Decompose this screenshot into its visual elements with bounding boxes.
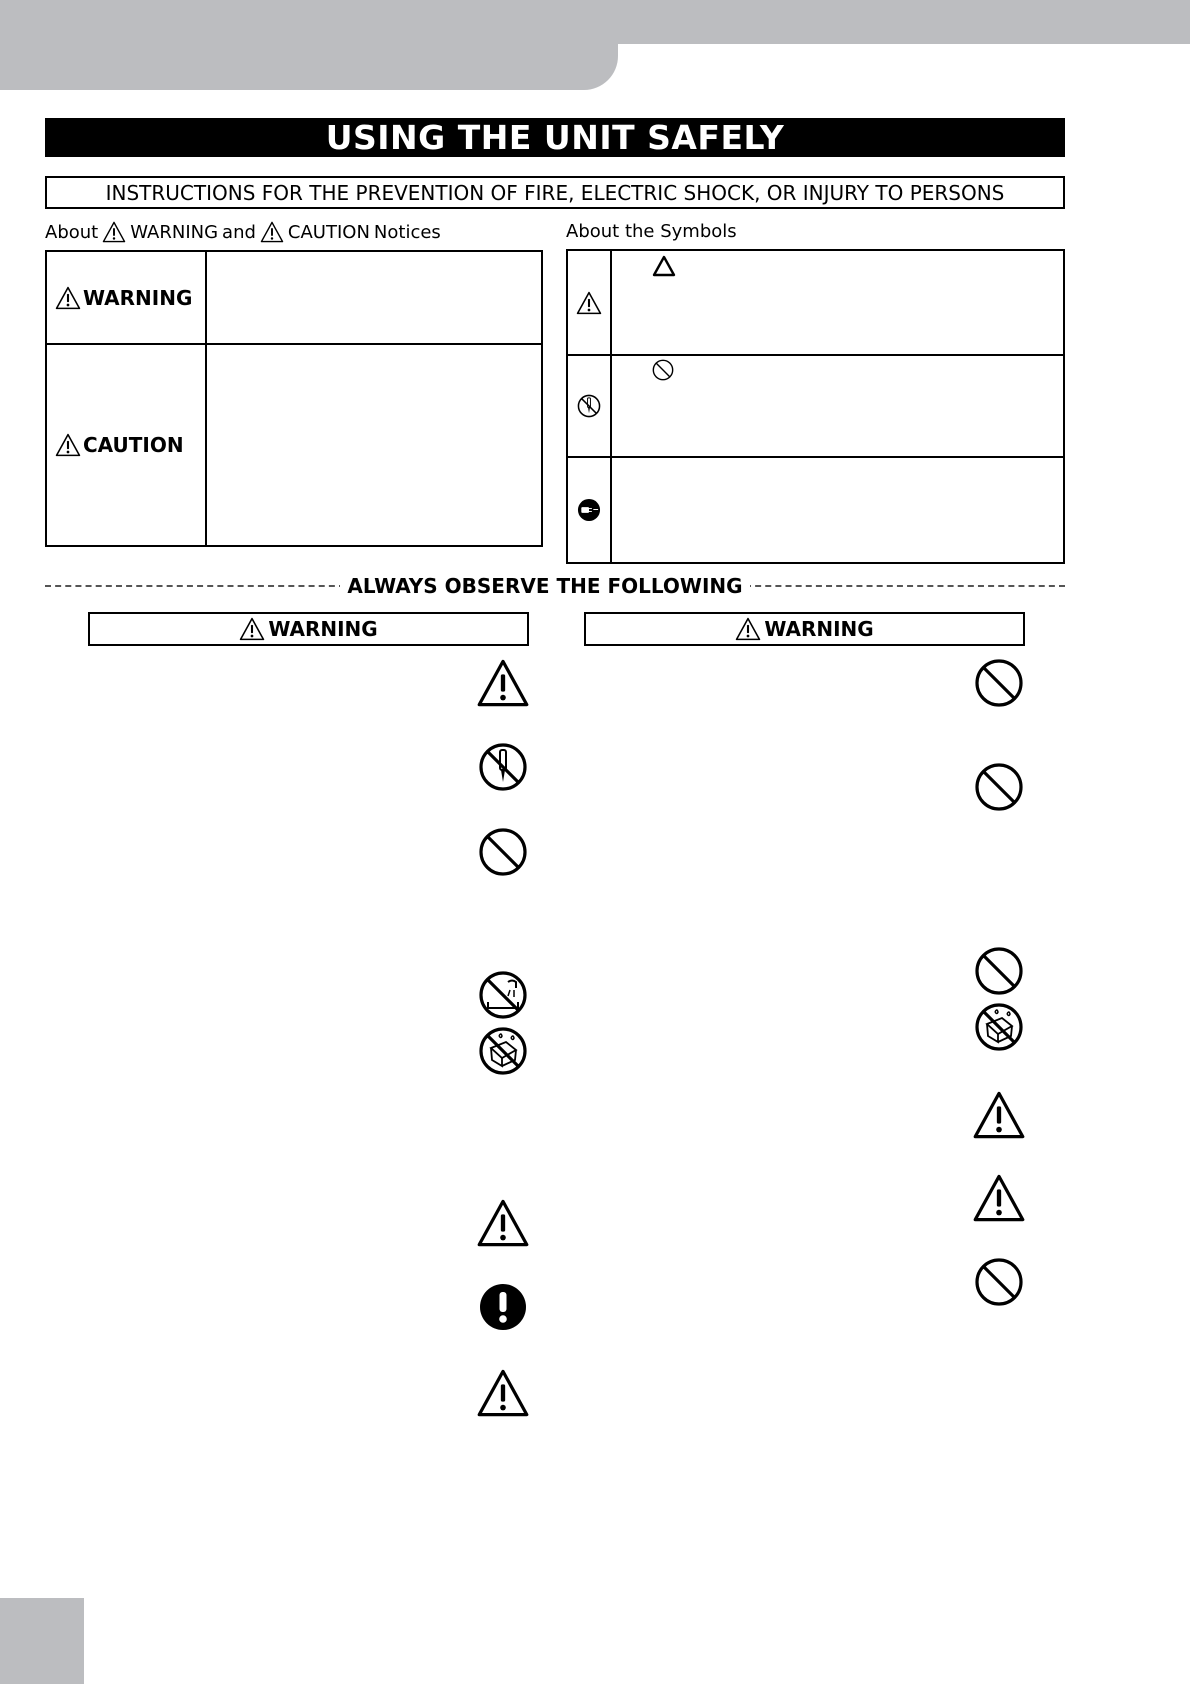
right-warning-heading-text: WARNING (764, 617, 874, 641)
caution-triangle-icon (55, 286, 81, 310)
symbol-row-caution (568, 251, 1063, 356)
no-water-icon (478, 970, 528, 1020)
no-disassembly-icon (577, 394, 601, 418)
symbol-row-prohibited (568, 356, 1063, 458)
prohibited-icon (974, 946, 1024, 996)
left-warning-heading-text: WARNING (268, 617, 378, 641)
caution-triangle-icon (972, 1173, 1026, 1223)
divider-dash-right (745, 585, 1065, 587)
notices-heading-about: About (45, 221, 99, 243)
caution-triangle-icon (972, 1090, 1026, 1140)
notices-heading-notices: Notices (373, 221, 441, 243)
notices-heading-and: and (222, 221, 256, 243)
caution-triangle-icon (102, 221, 126, 243)
footer-corner-block (0, 1598, 84, 1684)
header-tab (0, 0, 618, 90)
symbol-icon-cell (568, 356, 612, 456)
caution-triangle-icon (576, 291, 602, 315)
no-disassembly-icon (478, 742, 528, 792)
caution-triangle-icon (55, 433, 81, 457)
symbols-heading: About the Symbols (566, 221, 737, 242)
prohibited-icon (974, 658, 1024, 708)
outline-triangle-icon (652, 255, 676, 277)
caution-triangle-icon (476, 658, 530, 708)
prohibited-icon (974, 762, 1024, 812)
divider-dash-left (45, 585, 345, 587)
prohibited-icon (478, 827, 528, 877)
notice-label-text: WARNING (83, 285, 193, 310)
caution-triangle-icon (735, 617, 761, 641)
prohibited-icon (974, 1257, 1024, 1307)
notices-heading-caution: CAUTION (287, 221, 370, 243)
no-liquid-icon (974, 1002, 1024, 1052)
symbols-table (566, 249, 1065, 564)
symbol-icon-cell (568, 458, 612, 562)
symbol-icon-cell (568, 251, 612, 354)
notices-table (45, 250, 543, 547)
notice-label-caution (47, 345, 207, 545)
caution-triangle-icon (476, 1198, 530, 1248)
notices-heading (45, 221, 441, 243)
notice-label-text: CAUTION (83, 433, 184, 457)
left-warning-heading (88, 612, 529, 646)
symbol-row-mandatory (568, 458, 1063, 562)
notice-row-warning (47, 252, 541, 345)
caution-triangle-icon (239, 617, 265, 641)
notice-label-warning (47, 252, 207, 343)
notice-row-caution (47, 345, 541, 545)
no-liquid-icon (478, 1026, 528, 1076)
prohibited-icon (652, 359, 674, 381)
page-title: USING THE UNIT SAFELY (45, 118, 1065, 157)
caution-triangle-icon (260, 221, 284, 243)
always-observe-heading: ALWAYS OBSERVE THE FOLLOWING (340, 572, 750, 600)
caution-triangle-icon (476, 1368, 530, 1418)
page-subtitle: INSTRUCTIONS FOR THE PREVENTION OF FIRE, ELECTRIC SHOCK, OR INJURY TO PERSONS (45, 176, 1065, 209)
notices-heading-warning: WARNING (130, 221, 219, 243)
mandatory-action-icon (478, 1282, 528, 1332)
right-warning-heading (584, 612, 1025, 646)
unplug-icon (577, 498, 601, 522)
